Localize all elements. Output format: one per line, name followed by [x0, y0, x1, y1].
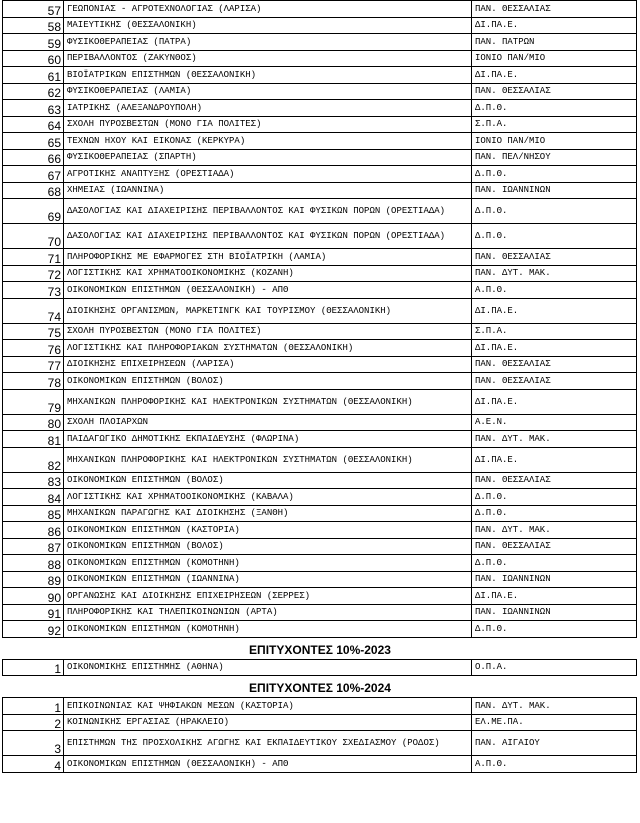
department-name: ΟΙΚΟΝΟΜΙΚΗΣ ΕΠΙΣΤΗΜΗΣ (ΑΘΗΝΑ) — [64, 659, 472, 676]
institution-name: Ο.Π.Α. — [472, 659, 637, 676]
department-name: ΑΓΡΟΤΙΚΗΣ ΑΝΑΠΤΥΞΗΣ (ΟΡΕΣΤΙΑΔΑ) — [64, 166, 472, 183]
institution-name: ΔΙ.ΠΑ.Ε. — [472, 17, 637, 34]
department-name: ΦΥΣΙΚΟΘΕΡΑΠΕΙΑΣ (ΣΠΑΡΤΗ) — [64, 149, 472, 166]
institution-name: Δ.Π.Θ. — [472, 199, 637, 224]
department-name: ΟΙΚΟΝΟΜΙΚΩΝ ΕΠΙΣΤΗΜΩΝ (ΚΟΜΟΤΗΝΗ) — [64, 621, 472, 638]
row-number: 61 — [3, 67, 64, 84]
institution-name: Α.Π.Θ. — [472, 756, 637, 773]
table-row — [3, 1, 637, 18]
row-number: 74 — [3, 298, 64, 323]
table-row — [3, 133, 637, 150]
table-row — [3, 447, 637, 472]
row-number: 1 — [3, 698, 64, 715]
results-table-2024 — [2, 697, 637, 773]
department-name: ΟΙΚΟΝΟΜΙΚΩΝ ΕΠΙΣΤΗΜΩΝ (ΒΟΛΟΣ) — [64, 538, 472, 555]
row-number: 65 — [3, 133, 64, 150]
institution-name: ΠΑΝ. ΔΥΤ. ΜΑΚ. — [472, 698, 637, 715]
row-number: 79 — [3, 389, 64, 414]
row-number: 66 — [3, 149, 64, 166]
results-table-2023 — [2, 659, 637, 677]
row-number: 89 — [3, 571, 64, 588]
department-name: ΕΠΙΚΟΙΝΩΝΙΑΣ ΚΑΙ ΨΗΦΙΑΚΩΝ ΜΕΣΩΝ (ΚΑΣΤΟΡΙΑ) — [64, 698, 472, 715]
table-row — [3, 34, 637, 51]
table-row — [3, 17, 637, 34]
institution-name: ΠΑΝ. ΘΕΣΣΑΛΙΑΣ — [472, 472, 637, 489]
row-number: 57 — [3, 1, 64, 18]
department-name: ΒΙΟΪΑΤΡΙΚΩΝ ΕΠΙΣΤΗΜΩΝ (ΘΕΣΣΑΛΟΝΙΚΗ) — [64, 67, 472, 84]
department-name: ΛΟΓΙΣΤΙΚΗΣ ΚΑΙ ΧΡΗΜΑΤΟΟΙΚΟΝΟΜΙΚΗΣ (ΚΟΖΑΝΗ) — [64, 265, 472, 282]
institution-name: ΔΙ.ΠΑ.Ε. — [472, 588, 637, 605]
institution-name: ΔΙ.ΠΑ.Ε. — [472, 298, 637, 323]
department-name: ΛΟΓΙΣΤΙΚΗΣ ΚΑΙ ΠΛΗΡΟΦΟΡΙΑΚΩΝ ΣΥΣΤΗΜΑΤΩΝ (ΘΕΣΣΑΛΟΝΙΚΗ) — [64, 340, 472, 357]
table-row — [3, 166, 637, 183]
row-number: 81 — [3, 431, 64, 448]
department-name: ΟΙΚΟΝΟΜΙΚΩΝ ΕΠΙΣΤΗΜΩΝ (ΚΑΣΤΟΡΙΑ) — [64, 522, 472, 539]
department-name: ΟΙΚΟΝΟΜΙΚΩΝ ΕΠΙΣΤΗΜΩΝ (ΘΕΣΣΑΛΟΝΙΚΗ) - ΑΠΘ — [64, 282, 472, 299]
row-number: 76 — [3, 340, 64, 357]
institution-name: ΠΑΝ. ΔΥΤ. ΜΑΚ. — [472, 431, 637, 448]
table-row — [3, 714, 637, 731]
table-row — [3, 116, 637, 133]
institution-name: Δ.Π.Θ. — [472, 555, 637, 572]
department-name: ΟΡΓΑΝΩΣΗΣ ΚΑΙ ΔΙΟΙΚΗΣΗΣ ΕΠΙΧΕΙΡΗΣΕΩΝ (ΣΕΡΡΕΣ) — [64, 588, 472, 605]
table-row — [3, 199, 637, 224]
row-number: 75 — [3, 323, 64, 340]
department-name: ΜΑΙΕΥΤΙΚΗΣ (ΘΕΣΣΑΛΟΝΙΚΗ) — [64, 17, 472, 34]
table-row — [3, 298, 637, 323]
department-name: ΛΟΓΙΣΤΙΚΗΣ ΚΑΙ ΧΡΗΜΑΤΟΟΙΚΟΝΟΜΙΚΗΣ (ΚΑΒΑΛΑ) — [64, 489, 472, 506]
section-heading-2023: ΕΠΙΤΥΧΟΝΤΕΣ 10%-2023 — [249, 642, 391, 657]
table-row — [3, 100, 637, 117]
row-number: 80 — [3, 414, 64, 431]
institution-name: Δ.Π.Θ. — [472, 166, 637, 183]
table-row — [3, 604, 637, 621]
results-table-2024-body — [3, 698, 637, 773]
table-row — [3, 621, 637, 638]
row-number: 63 — [3, 100, 64, 117]
table-row — [3, 67, 637, 84]
department-name: ΔΙΟΙΚΗΣΗΣ ΟΡΓΑΝΙΣΜΩΝ, ΜΑΡΚΕΤΙΝΓΚ ΚΑΙ ΤΟΥΡΙΣΜΟΥ (ΘΕΣΣΑΛΟΝΙΚΗ) — [64, 298, 472, 323]
section-heading-2024: ΕΠΙΤΥΧΟΝΤΕΣ 10%-2024 — [249, 681, 391, 695]
row-number: 85 — [3, 505, 64, 522]
row-number: 71 — [3, 249, 64, 266]
department-name: ΟΙΚΟΝΟΜΙΚΩΝ ΕΠΙΣΤΗΜΩΝ (ΚΟΜΟΤΗΝΗ) — [64, 555, 472, 572]
row-number: 68 — [3, 182, 64, 199]
table-row — [3, 373, 637, 390]
department-name: ΟΙΚΟΝΟΜΙΚΩΝ ΕΠΙΣΤΗΜΩΝ (ΙΩΑΝΝΙΝΑ) — [64, 571, 472, 588]
institution-name: ΠΑΝ. ΘΕΣΣΑΛΙΑΣ — [472, 249, 637, 266]
institution-name: ΠΑΝ. ΠΑΤΡΩΝ — [472, 34, 637, 51]
table-row — [3, 698, 637, 715]
department-name: ΟΙΚΟΝΟΜΙΚΩΝ ΕΠΙΣΤΗΜΩΝ (ΒΟΛΟΣ) — [64, 472, 472, 489]
institution-name: ΔΙ.ΠΑ.Ε. — [472, 389, 637, 414]
institution-name: ΠΑΝ. ΘΕΣΣΑΛΙΑΣ — [472, 1, 637, 18]
table-row — [3, 571, 637, 588]
row-number: 77 — [3, 356, 64, 373]
department-name: ΔΑΣΟΛΟΓΙΑΣ ΚΑΙ ΔΙΑΧΕΙΡΙΣΗΣ ΠΕΡΙΒΑΛΛΟΝΤΟΣ ΚΑΙ ΦΥΣΙΚΩΝ ΠΟΡΩΝ (ΟΡΕΣΤΙΑΔΑ) — [64, 224, 472, 249]
department-name: ΣΧΟΛΗ ΠΛΟΙΑΡΧΩΝ — [64, 414, 472, 431]
table-row — [3, 659, 637, 676]
institution-name: Α.Π.Θ. — [472, 282, 637, 299]
institution-name: ΠΑΝ. ΔΥΤ. ΜΑΚ. — [472, 265, 637, 282]
row-number: 2 — [3, 714, 64, 731]
department-name: ΠΛΗΡΟΦΟΡΙΚΗΣ ΜΕ ΕΦΑΡΜΟΓΕΣ ΣΤΗ ΒΙΟΪΑΤΡΙΚΗ (ΛΑΜΙΑ) — [64, 249, 472, 266]
department-name: ΓΕΩΠΟΝΙΑΣ - ΑΓΡΟΤΕΧΝΟΛΟΓΙΑΣ (ΛΑΡΙΣΑ) — [64, 1, 472, 18]
department-name: ΕΠΙΣΤΗΜΩΝ ΤΗΣ ΠΡΟΣΧΟΛΙΚΗΣ ΑΓΩΓΗΣ ΚΑΙ ΕΚΠΑΙΔΕΥΤΙΚΟΥ ΣΧΕΔΙΑΣΜΟΥ (ΡΟΔΟΣ) — [64, 731, 472, 756]
institution-name: ΠΑΝ. ΘΕΣΣΑΛΙΑΣ — [472, 83, 637, 100]
department-name: ΠΑΙΔΑΓΩΓΙΚΟ ΔΗΜΟΤΙΚΗΣ ΕΚΠΑΙΔΕΥΣΗΣ (ΦΛΩΡΙΝΑ) — [64, 431, 472, 448]
department-name: ΜΗΧΑΝΙΚΩΝ ΠΛΗΡΟΦΟΡΙΚΗΣ ΚΑΙ ΗΛΕΚΤΡΟΝΙΚΩΝ ΣΥΣΤΗΜΑΤΩΝ (ΘΕΣΣΑΛΟΝΙΚΗ) — [64, 389, 472, 414]
table-row — [3, 282, 637, 299]
institution-name: ΠΑΝ. ΙΩΑΝΝΙΝΩΝ — [472, 604, 637, 621]
institution-name: Δ.Π.Θ. — [472, 505, 637, 522]
row-number: 83 — [3, 472, 64, 489]
table-row — [3, 489, 637, 506]
institution-name: ΠΑΝ. ΔΥΤ. ΜΑΚ. — [472, 522, 637, 539]
table-row — [3, 414, 637, 431]
table-row — [3, 182, 637, 199]
department-name: ΙΑΤΡΙΚΗΣ (ΑΛΕΞΑΝΔΡΟΥΠΟΛΗ) — [64, 100, 472, 117]
institution-name: Δ.Π.Θ. — [472, 100, 637, 117]
department-name: ΠΕΡΙΒΑΛΛΟΝΤΟΣ (ΖΑΚΥΝΘΟΣ) — [64, 50, 472, 67]
institution-name: ΙΟΝΙΟ ΠΑΝ/ΜΙΟ — [472, 133, 637, 150]
row-number: 86 — [3, 522, 64, 539]
table-row — [3, 731, 637, 756]
row-number: 72 — [3, 265, 64, 282]
table-row — [3, 50, 637, 67]
table-row — [3, 431, 637, 448]
department-name: ΣΧΟΛΗ ΠΥΡΟΣΒΕΣΤΩΝ (ΜΟΝΟ ΓΙΑ ΠΟΛΙΤΕΣ) — [64, 116, 472, 133]
institution-name: ΠΑΝ. ΙΩΑΝΝΙΝΩΝ — [472, 182, 637, 199]
department-name: ΜΗΧΑΝΙΚΩΝ ΠΛΗΡΟΦΟΡΙΚΗΣ ΚΑΙ ΗΛΕΚΤΡΟΝΙΚΩΝ ΣΥΣΤΗΜΑΤΩΝ (ΘΕΣΣΑΛΟΝΙΚΗ) — [64, 447, 472, 472]
institution-name: Δ.Π.Θ. — [472, 621, 637, 638]
table-row — [3, 538, 637, 555]
institution-name: ΠΑΝ. ΠΕΛ/ΝΗΣΟΥ — [472, 149, 637, 166]
row-number: 60 — [3, 50, 64, 67]
table-row — [3, 83, 637, 100]
institution-name: ΔΙ.ΠΑ.Ε. — [472, 447, 637, 472]
row-number: 1 — [3, 659, 64, 676]
row-number: 58 — [3, 17, 64, 34]
department-name: ΧΗΜΕΙΑΣ (ΙΩΑΝΝΙΝΑ) — [64, 182, 472, 199]
table-row — [3, 555, 637, 572]
institution-name: ΠΑΝ. ΑΙΓΑΙΟΥ — [472, 731, 637, 756]
institution-name: Δ.Π.Θ. — [472, 224, 637, 249]
table-row — [3, 505, 637, 522]
department-name: ΚΟΙΝΩΝΙΚΗΣ ΕΡΓΑΣΙΑΣ (ΗΡΑΚΛΕΙΟ) — [64, 714, 472, 731]
institution-name: Σ.Π.Α. — [472, 116, 637, 133]
row-number: 59 — [3, 34, 64, 51]
row-number: 78 — [3, 373, 64, 390]
results-table-main — [2, 0, 637, 638]
table-row — [3, 224, 637, 249]
department-name: ΟΙΚΟΝΟΜΙΚΩΝ ΕΠΙΣΤΗΜΩΝ (ΒΟΛΟΣ) — [64, 373, 472, 390]
department-name: ΔΑΣΟΛΟΓΙΑΣ ΚΑΙ ΔΙΑΧΕΙΡΙΣΗΣ ΠΕΡΙΒΑΛΛΟΝΤΟΣ ΚΑΙ ΦΥΣΙΚΩΝ ΠΟΡΩΝ (ΟΡΕΣΤΙΑΔΑ) — [64, 199, 472, 224]
table-row — [3, 522, 637, 539]
row-number: 64 — [3, 116, 64, 133]
table-row — [3, 389, 637, 414]
row-number: 69 — [3, 199, 64, 224]
institution-name: Α.Ε.Ν. — [472, 414, 637, 431]
institution-name: ΔΙ.ΠΑ.Ε. — [472, 340, 637, 357]
department-name: ΦΥΣΙΚΟΘΕΡΑΠΕΙΑΣ (ΠΑΤΡΑ) — [64, 34, 472, 51]
department-name: ΔΙΟΙΚΗΣΗΣ ΕΠΙΧΕΙΡΗΣΕΩΝ (ΛΑΡΙΣΑ) — [64, 356, 472, 373]
institution-name: ΠΑΝ. ΘΕΣΣΑΛΙΑΣ — [472, 356, 637, 373]
row-number: 84 — [3, 489, 64, 506]
row-number: 92 — [3, 621, 64, 638]
table-row — [3, 149, 637, 166]
institution-name: ΕΛ.ΜΕ.ΠΑ. — [472, 714, 637, 731]
department-name: ΟΙΚΟΝΟΜΙΚΩΝ ΕΠΙΣΤΗΜΩΝ (ΘΕΣΣΑΛΟΝΙΚΗ) - ΑΠΘ — [64, 756, 472, 773]
department-name: ΠΛΗΡΟΦΟΡΙΚΗΣ ΚΑΙ ΤΗΛΕΠΙΚΟΙΝΩΝΙΩΝ (ΑΡΤΑ) — [64, 604, 472, 621]
row-number: 67 — [3, 166, 64, 183]
table-row — [3, 756, 637, 773]
row-number: 73 — [3, 282, 64, 299]
row-number: 3 — [3, 731, 64, 756]
department-name: ΣΧΟΛΗ ΠΥΡΟΣΒΕΣΤΩΝ (ΜΟΝΟ ΓΙΑ ΠΟΛΙΤΕΣ) — [64, 323, 472, 340]
table-row — [3, 588, 637, 605]
department-name: ΤΕΧΝΩΝ ΗΧΟΥ ΚΑΙ ΕΙΚΟΝΑΣ (ΚΕΡΚΥΡΑ) — [64, 133, 472, 150]
institution-name: ΠΑΝ. ΙΩΑΝΝΙΝΩΝ — [472, 571, 637, 588]
department-name: ΜΗΧΑΝΙΚΩΝ ΠΑΡΑΓΩΓΗΣ ΚΑΙ ΔΙΟΙΚΗΣΗΣ (ΞΑΝΘΗ) — [64, 505, 472, 522]
row-number: 70 — [3, 224, 64, 249]
table-row — [3, 356, 637, 373]
row-number: 87 — [3, 538, 64, 555]
table-row — [3, 249, 637, 266]
results-table-main-body — [3, 1, 637, 638]
row-number: 90 — [3, 588, 64, 605]
row-number: 4 — [3, 756, 64, 773]
row-number: 62 — [3, 83, 64, 100]
table-row — [3, 472, 637, 489]
institution-name: Σ.Π.Α. — [472, 323, 637, 340]
department-name: ΦΥΣΙΚΟΘΕΡΑΠΕΙΑΣ (ΛΑΜΙΑ) — [64, 83, 472, 100]
table-row — [3, 340, 637, 357]
row-number: 91 — [3, 604, 64, 621]
institution-name: ΔΙ.ΠΑ.Ε. — [472, 67, 637, 84]
institution-name: ΠΑΝ. ΘΕΣΣΑΛΙΑΣ — [472, 538, 637, 555]
institution-name: Δ.Π.Θ. — [472, 489, 637, 506]
row-number: 88 — [3, 555, 64, 572]
row-number: 82 — [3, 447, 64, 472]
institution-name: ΙΟΝΙΟ ΠΑΝ/ΜΙΟ — [472, 50, 637, 67]
table-row — [3, 323, 637, 340]
institution-name: ΠΑΝ. ΘΕΣΣΑΛΙΑΣ — [472, 373, 637, 390]
results-table-2023-body — [3, 659, 637, 676]
table-row — [3, 265, 637, 282]
